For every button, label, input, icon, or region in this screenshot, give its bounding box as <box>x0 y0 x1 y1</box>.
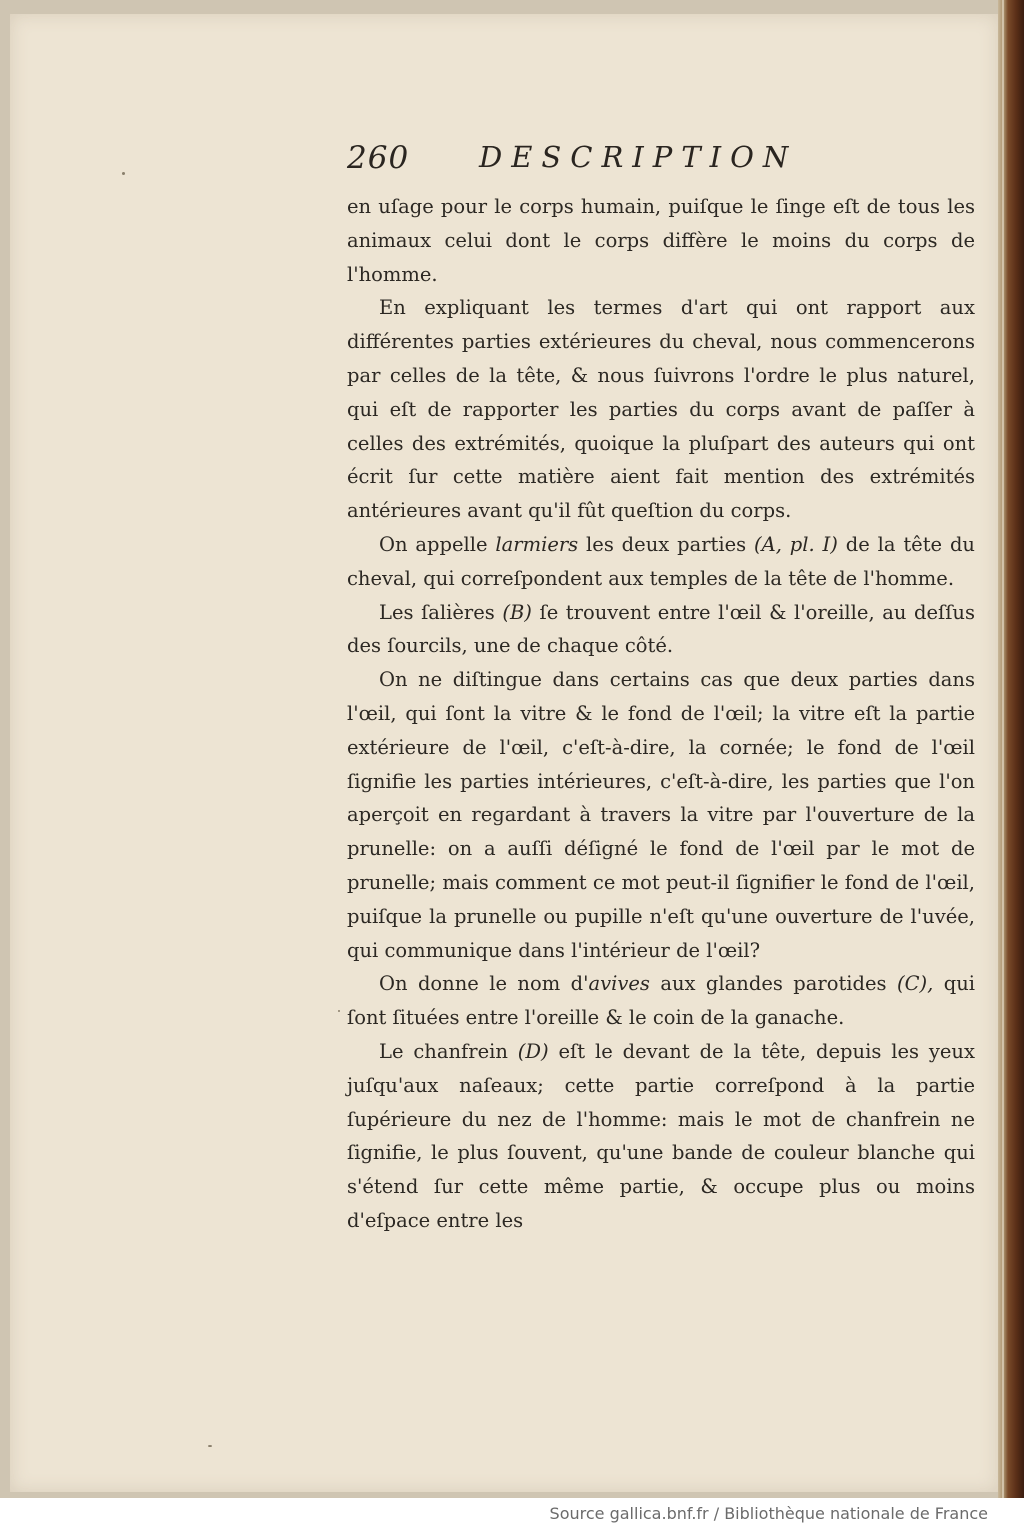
paragraph <box>347 528 975 596</box>
paragraph <box>347 663 975 967</box>
italic-term: larmiers <box>495 532 579 556</box>
running-title: DESCRIPTION <box>479 140 798 174</box>
paper-speck <box>338 1010 340 1012</box>
text-run: On appelle <box>379 532 496 556</box>
paper-speck <box>208 1445 212 1447</box>
source-credit[interactable]: Source gallica.bnf.fr / Bibliothèque nationale de France <box>549 1504 988 1523</box>
text-run: en uſage pour le corps humain, puiſque le ſinge eſt de tous les animaux celui dont le corps diffère le moins du corps de l'homme. <box>347 195 975 286</box>
text-run: Le chanfrein <box>379 1039 518 1063</box>
paragraph <box>347 967 975 1035</box>
paragraph <box>347 291 975 528</box>
paragraph <box>347 190 975 291</box>
italic-term: (B) <box>502 600 532 624</box>
italic-term: (D) <box>517 1039 549 1063</box>
italic-term: avives <box>588 972 650 996</box>
text-run: Les ſalières <box>379 600 503 624</box>
text-run: On ne diſtingue dans certains cas que deux parties dans l'œil, qui ſont la vitre & le fond de l'œil; la vitre eſt la partie extérieure de l'œil, c'eſt-à-dire, la cornée; le fond de l'œil ſignifie les parties intérieures, c'eſt-à-dire, les parties que l'on aperçoit en regardant à travers la vitre par l'ouverture de la prunelle: on a auſſi déſigné le fond de l'œil par le mot de prunelle; mais comment ce mot peut-il ſignifier le fond de l'œil, puiſque la prunelle ou pupille n'eſt qu'une ouverture de l'uvée, qui communique dans l'intérieur de l'œil? <box>347 668 975 962</box>
text-run: eſt le devant de la tête, depuis les yeux juſqu'aux naſeaux; cette partie correſpond à la partie ſupérieure du nez de l'homme: mais le mot de chanfrein ne ſignifie, le plus ſouvent, qu'une bande de couleur blanche qui s'étend ſur cette même partie, & occupe plus ou moins d'eſpace entre les <box>347 1039 975 1232</box>
page-number: 260 <box>347 140 410 176</box>
source-footer <box>0 1498 1024 1530</box>
text-run: ſe trouvent entre l'œil & l'oreille, au deſſus des ſourcils, une de chaque côté. <box>347 600 975 658</box>
italic-term: (A, pl. I) <box>754 532 838 556</box>
italic-term: (C), <box>896 972 934 996</box>
text-run: aux glandes parotides <box>649 972 897 996</box>
paragraph <box>347 1035 975 1238</box>
body-text <box>347 190 975 1238</box>
text-run: En expliquant les termes d'art qui ont rapport aux différentes parties extérieures du cheval, nous commencerons par celles de la tête, & nous ſuivrons l'ordre le plus naturel, qui eſt de rapporter les parties du corps avant de paſſer à celles des extrémités, quoique la pluſpart des auteurs qui ont écrit ſur cette matière aient fait mention des extrémités antérieures avant qu'il fût queſtion du corps. <box>347 296 975 523</box>
book-binding-edge <box>998 0 1024 1530</box>
paragraph <box>347 596 975 664</box>
running-head <box>347 140 867 184</box>
paper-speck <box>122 172 125 175</box>
text-run: de la tête du cheval, qui correſpondent aux temples de la tête de l'homme. <box>347 532 975 590</box>
text-run: On donne le nom d' <box>379 972 589 996</box>
text-run: qui ſont ſituées entre l'oreille & le coin de la ganache. <box>347 972 975 1030</box>
text-run: les deux parties <box>578 532 755 556</box>
